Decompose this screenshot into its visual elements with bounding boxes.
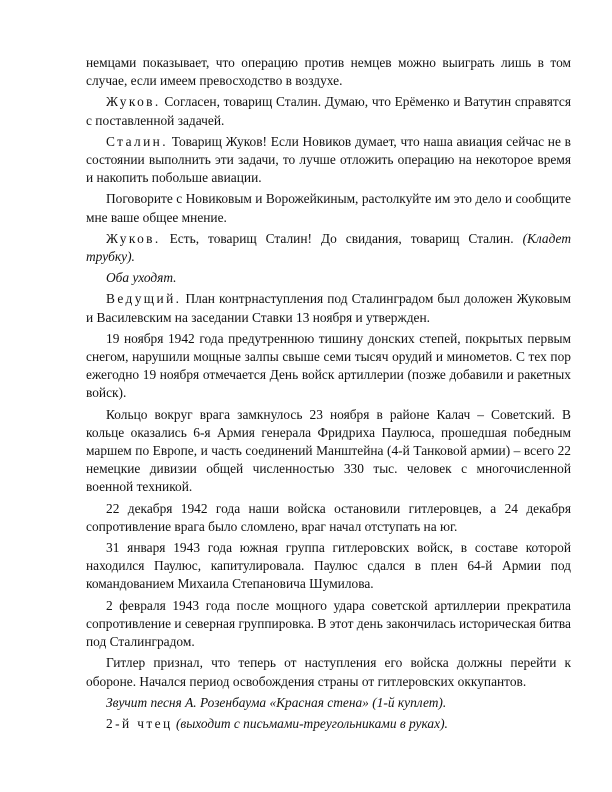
stage-direction: Звучит песня А. Розенбаума «Красная стена» (1-й куплет). <box>106 694 447 710</box>
paragraph-text: 19 ноября 1942 года предутреннюю тишину донских степей, покрытых первым снегом, нарушили мощные залпы свыше семи тысяч орудий и минометов. С тех пор ежегодно 19 ноября отмечается День войск артиллерии (позже добавили и ракетных войск). <box>86 330 571 401</box>
paragraph-second-reader <box>86 715 571 733</box>
paragraph-text: Согласен, товарищ Сталин. Думаю, что Ерёменко и Ватутин справятся с поставленной задачей. <box>86 94 571 128</box>
speaker-name: 2-й чтец <box>106 715 173 731</box>
paragraph-host-speech <box>86 290 571 326</box>
paragraph-zhukov-reply <box>86 93 571 129</box>
paragraph-text: немцами показывает, что операцию против немцев можно выиграть лишь в том случае, если имеем превосходство в воздухе. <box>86 55 571 89</box>
speaker-name: Жуков. <box>106 94 161 110</box>
paragraph-text: 31 января 1943 года южная группа гитлеровских войск, в составе которой находился Паулюс, капитулировала. Паулюс сдался в плен 64-й Армии под командованием Михаила Степановича Шумилова. <box>86 540 571 592</box>
paragraph-text: 2 февраля 1943 года после мощного удара советской артиллерии прекратила сопротивление и северная группировка. В этот день закончилась историческая битва под Сталинградом. <box>86 597 571 650</box>
paragraph-text: 22 декабря 1942 года наши войска остановили гитлеровцев, а 24 декабря сопротивление врага было сломлено, враг начал отступать на юг. <box>86 500 571 534</box>
paragraph-song-direction <box>86 694 571 712</box>
paragraph-hitler-admitted <box>86 654 571 690</box>
paragraph-text: Кольцо вокруг врага замкнулось 23 ноября в районе Калач – Советский. В кольце оказались 6-я Армия генерала Фридриха Паулюса, прошедшая победным маршем по Европе, и часть соединений Манштейна (4-й Танковой армии) – всего 22 немецкие дивизии общей численностью 330 тыс. человек с многочисленной военной техникой. <box>86 406 571 495</box>
paragraph-stalin-continued <box>86 190 571 226</box>
paragraph-text: План контрнаступления под Сталинградом был доложен Жуковым и Василевским на заседании Ставки 13 ноября и утвержден. <box>86 291 571 325</box>
paragraph-text: Гитлер признал, что теперь от наступления его войска должны перейти к обороне. Начался период освобождения страны от гитлеровских оккупантов. <box>86 655 571 689</box>
paragraph-january-31 <box>86 539 571 594</box>
paragraph-text: Поговорите с Новиковым и Ворожейкиным, растолкуйте им это дело и сообщите мне ваше общее мнение. <box>86 191 571 225</box>
paragraph-february-2 <box>86 597 571 652</box>
speaker-name: Жуков. <box>106 230 161 246</box>
speaker-name: Ведущий. <box>106 291 182 307</box>
paragraph-encirclement <box>86 406 571 497</box>
paragraph-continuation <box>86 54 571 90</box>
stage-direction: Оба уходят. <box>106 270 177 286</box>
stage-direction: (выходит с письмами-треугольниками в руках). <box>175 715 448 731</box>
paragraph-zhukov-farewell <box>86 230 571 266</box>
paragraph-november-19 <box>86 330 571 403</box>
paragraph-december-22 <box>86 500 571 536</box>
speaker-name: Сталин. <box>106 133 168 149</box>
paragraph-stalin-speech <box>86 133 571 188</box>
paragraph-text: Товарищ Жуков! Если Новиков думает, что наша авиация сейчас не в состоянии выполнить эти задачи, то лучше отложить операцию на некоторое время и накопить побольше авиации. <box>86 133 571 186</box>
paragraph-exit-direction <box>86 269 571 287</box>
stage-direction: (Кладет трубку). <box>86 230 571 265</box>
paragraph-text: Есть, товарищ Сталин! До свидания, товарищ Сталин. <box>160 230 523 246</box>
